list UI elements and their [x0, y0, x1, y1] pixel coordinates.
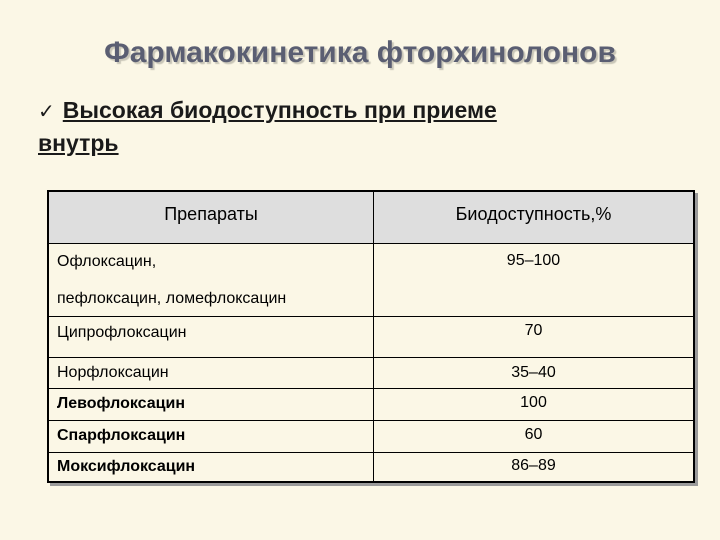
- bioavailability-value: 95–100: [506, 252, 561, 269]
- drug-name: Моксифлоксацин: [57, 458, 196, 475]
- header-bioavailability: Биодоступность,%: [455, 204, 612, 224]
- bioavailability-value: 86–89: [511, 457, 556, 474]
- slide-title: Фармакокинетика фторхинолонов: [104, 36, 616, 69]
- bullet-text-line2: внутрь: [38, 130, 119, 156]
- bioavailability-value: 70: [524, 322, 543, 339]
- header-drugs: Препараты: [164, 204, 258, 224]
- table-row: [49, 421, 693, 453]
- table-row: [49, 244, 693, 317]
- drug-name: Норфлоксацин: [57, 364, 169, 381]
- bullet-point: [38, 94, 678, 159]
- drug-name: Спарфлоксацин: [57, 427, 186, 444]
- checkmark-icon: ✓: [38, 99, 55, 123]
- drug-name: Ципрофлоксацин: [57, 324, 187, 341]
- table-row: [49, 389, 693, 421]
- drug-name-continued: пефлоксацин, ломефлоксацин: [57, 290, 287, 307]
- table-row: [49, 358, 693, 389]
- bullet-text-line1: Высокая биодоступность при приеме: [62, 97, 497, 123]
- bioavailability-table: [47, 190, 695, 483]
- table-header: [49, 192, 693, 244]
- drug-name: Левофлоксацин: [57, 395, 185, 412]
- table-row: [49, 317, 693, 358]
- table-row: [49, 453, 693, 481]
- bioavailability-value: 100: [520, 394, 547, 411]
- bioavailability-value: 35–40: [511, 364, 556, 381]
- bioavailability-value: 60: [524, 426, 543, 443]
- drug-name: Офлоксацин,: [57, 253, 157, 270]
